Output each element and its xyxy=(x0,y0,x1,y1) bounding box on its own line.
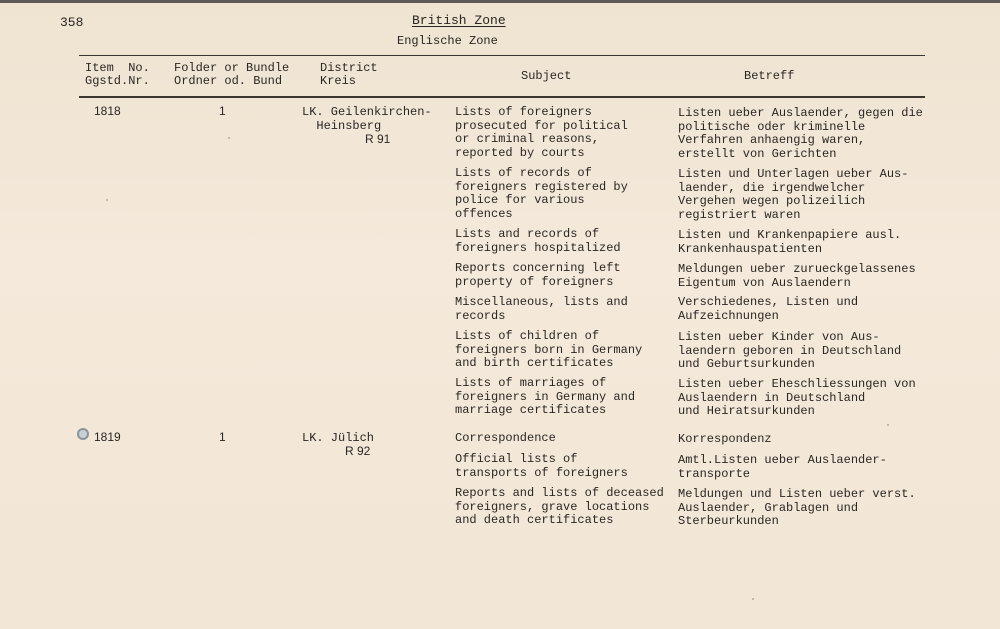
subject-entry: Lists of records of foreigners registered by police for various offences xyxy=(455,166,628,221)
paper-speck xyxy=(887,424,889,426)
subject-entry: Lists of marriages of foreigners in Germany and marriage certificates xyxy=(455,376,636,417)
header-top-rule xyxy=(79,55,925,56)
item-number: 1818 xyxy=(94,104,121,118)
header-betreff: Betreff xyxy=(744,69,795,83)
header-item-no: Item No. Ggstd.Nr. xyxy=(85,61,150,88)
betreff-entry: Listen ueber Kinder von Aus- laendern geboren in Deutschland und Geburtsurkunden xyxy=(678,330,902,371)
subject-entry: Reports concerning left property of foreigners xyxy=(455,261,621,289)
subject-entry: Lists and records of foreigners hospitalized xyxy=(455,227,621,255)
page-number: 358 xyxy=(60,15,84,30)
zone-title: British Zone xyxy=(412,13,506,28)
header-district: District Kreis xyxy=(320,61,378,88)
paper-speck xyxy=(752,598,754,600)
district-code: R 92 xyxy=(345,444,371,458)
paper-speck xyxy=(228,137,230,139)
scan-edge xyxy=(0,0,1000,3)
header-folder: Folder or Bundle Ordner od. Bund xyxy=(174,61,290,88)
punch-hole-mark xyxy=(77,428,89,440)
zone-subtitle: Englische Zone xyxy=(397,34,498,48)
betreff-entry: Meldungen und Listen ueber verst. Auslaender, Grablagen und Sterbeurkunden xyxy=(678,487,916,528)
betreff-entry: Verschiedenes, Listen und Aufzeichnungen xyxy=(678,295,859,323)
betreff-entry: Listen ueber Eheschliessungen von Auslaendern in Deutschland und Heiratsurkunden xyxy=(678,377,916,418)
subject-entry: Lists of foreigners prosecuted for political or criminal reasons, reported by courts xyxy=(455,105,628,160)
item-number: 1819 xyxy=(94,430,121,444)
betreff-entry: Listen ueber Auslaender, gegen die politische oder kriminelle Verfahren anhaengig waren, erstellt von Gerichten xyxy=(678,106,923,161)
folder-number: 1 xyxy=(219,430,226,444)
betreff-entry: Korrespondenz xyxy=(678,432,772,446)
district-code: R 91 xyxy=(365,132,391,146)
betreff-entry: Listen und Unterlagen ueber Aus- laender, die irgendwelcher Vergehen wegen polizeilich registriert waren xyxy=(678,167,909,222)
folder-number: 1 xyxy=(219,104,226,118)
district-name: LK. Geilenkirchen- Heinsberg xyxy=(302,105,432,133)
betreff-entry: Meldungen ueber zurueckgelassenes Eigentum von Auslaendern xyxy=(678,262,916,290)
subject-entry: Reports and lists of deceased foreigners, grave locations and death certificates xyxy=(455,486,664,527)
header-bottom-rule xyxy=(79,96,925,98)
header-subject: Subject xyxy=(521,69,572,83)
betreff-entry: Amtl.Listen ueber Auslaender- transporte xyxy=(678,453,887,481)
paper-speck xyxy=(106,199,108,201)
betreff-entry: Listen und Krankenpapiere ausl. Krankenhauspatienten xyxy=(678,228,902,256)
subject-entry: Official lists of transports of foreigners xyxy=(455,452,628,480)
subject-entry: Lists of children of foreigners born in Germany and birth certificates xyxy=(455,329,643,370)
subject-entry: Correspondence xyxy=(455,431,556,445)
subject-entry: Miscellaneous, lists and records xyxy=(455,295,628,323)
district-name: LK. Jülich xyxy=(302,431,375,445)
